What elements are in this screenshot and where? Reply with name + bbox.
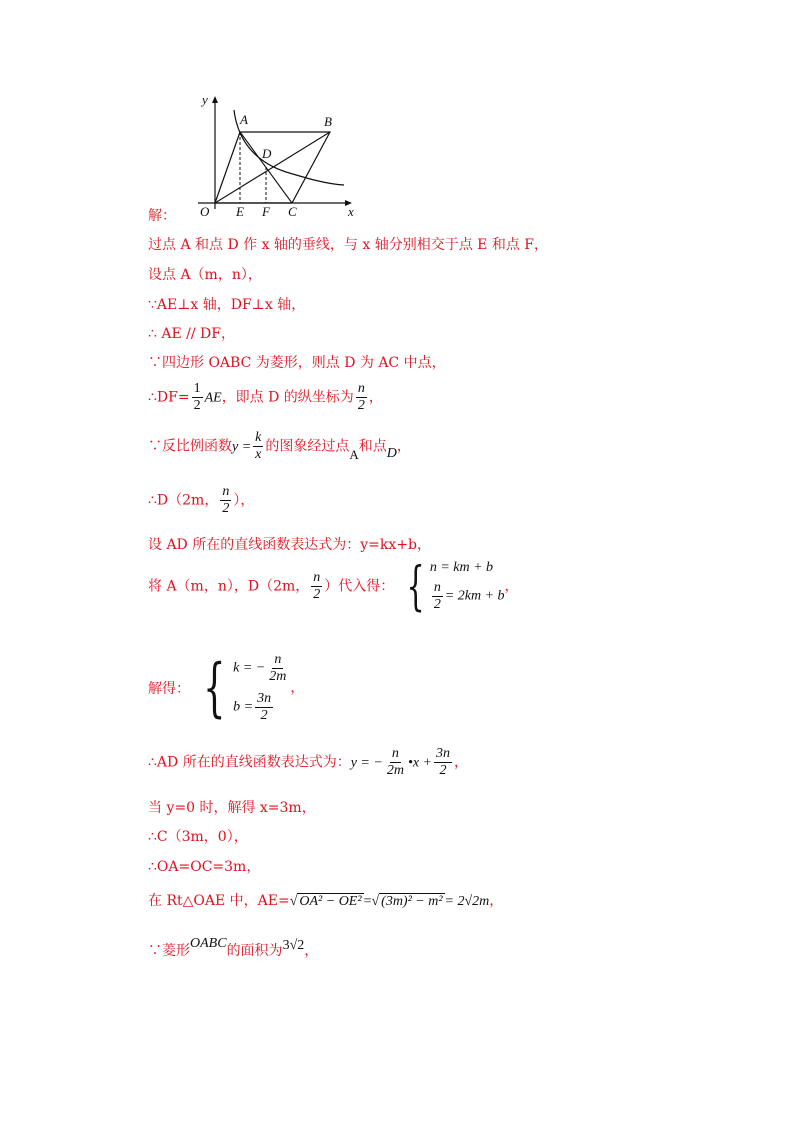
- y-axis-arrow: [212, 96, 218, 103]
- line8-prefix: ∵反比例函数: [148, 438, 232, 455]
- fraction-3n-over-2: $\frac{3n}{2}$: [436, 746, 450, 778]
- solution-line-15: ∴C（3m，0），: [148, 829, 248, 845]
- fraction-one-half: $\frac{1}{2}$: [193, 381, 201, 413]
- solution-line-3: 设点 A（m，n），: [148, 267, 262, 283]
- solution-line-18: [148, 936, 319, 960]
- solution-line-9: [148, 484, 254, 517]
- fraction-n-over-2-b: $\frac{n}{2}$: [222, 484, 230, 516]
- line17-end: ，: [489, 893, 504, 909]
- solution-line-8: [148, 430, 411, 463]
- radical-2: √ (3m)² − m²: [371, 894, 443, 909]
- line8-point-a: A: [349, 446, 359, 462]
- line18-mid: 的面积为: [226, 943, 283, 959]
- line7-mid: ，即点 D 的纵坐标为: [221, 389, 354, 406]
- solution-line-14: 当 y=0 时，解得 x=3m，: [148, 800, 316, 816]
- line8-point-d: D: [386, 445, 397, 461]
- line8-eq: y =: [232, 439, 252, 455]
- rhombus-hyperbola-figure: [176, 92, 366, 227]
- solution-line-4: ∵AE⊥x 轴，DF⊥x 轴，: [148, 297, 306, 313]
- label-c: C: [288, 204, 297, 219]
- label-e: E: [236, 204, 244, 219]
- solution-line-2: 过点 A 和点 D 作 x 轴的垂线，与 x 轴分别相交于点 E 和点 F，: [148, 237, 549, 253]
- line13-prefix: ∴AD 所在的直线函数表达式为：: [148, 754, 351, 771]
- line18-area: 3√2: [282, 938, 305, 953]
- line7-prefix: ∴DF=: [148, 389, 190, 406]
- line11-end: ，: [504, 578, 519, 595]
- label-b: B: [324, 114, 332, 129]
- equation-system-2: { k = − $\frac{n}{2m}$ b = $\frac{3n}{2}$: [194, 652, 290, 724]
- line9-prefix: ∴D（2m，: [148, 492, 219, 509]
- solution-line-10: 设 AD 所在的直线函数表达式为：y=kx+b，: [148, 537, 431, 553]
- label-x: x: [348, 204, 354, 219]
- solution-line-11: [148, 556, 519, 617]
- system1-eq1: n = km + b: [429, 560, 494, 575]
- system2-eq1: k = − $\frac{n}{2m}$: [233, 652, 287, 684]
- solution-line-16: ∴OA=OC=3m，: [148, 859, 261, 875]
- solution-line-12: [148, 652, 304, 724]
- line12-prefix: 解得：: [148, 681, 190, 697]
- line11-prefix: 将 A（m，n），D（2m， $\frac{n}{2}$ ）代入得：: [148, 570, 395, 602]
- label-f: F: [262, 204, 270, 219]
- line12-end: ，: [290, 680, 305, 696]
- system1-eq2: $\frac{n}{2}$ = 2km + b: [433, 580, 505, 612]
- fraction-n-over-2m: $\frac{n}{2m}$: [386, 746, 404, 778]
- line13-eq: y = −: [350, 755, 383, 771]
- label-y: y: [202, 92, 208, 107]
- line7-end: ，: [368, 389, 383, 406]
- line17-prefix: 在 Rt△OAE 中，AE=: [148, 893, 290, 909]
- solution-line-17: [148, 890, 503, 910]
- line13-mid: •x +: [407, 755, 432, 771]
- solution-line-6: ∵四边形 OABC 为菱形，则点 D 为 AC 中点，: [148, 355, 446, 371]
- line8-mid: 的图象经过点: [265, 438, 350, 455]
- line7-ae: AE: [204, 390, 222, 406]
- line18-prefix: ∵菱形: [148, 943, 190, 959]
- label-d: D: [262, 146, 272, 161]
- radical-1: √ OA² − OE²: [289, 894, 362, 909]
- solution-heading: 解：: [148, 208, 176, 224]
- line18-oabc: OABC: [190, 936, 227, 951]
- equation-system-1: { n = km + b $\frac{n}{2}$ = 2km + b: [406, 556, 505, 617]
- label-o: O: [200, 204, 210, 219]
- line9-end: ），: [233, 492, 255, 509]
- line8-and: 和点: [358, 438, 387, 455]
- fraction-n-over-2-c: $\frac{n}{2}$: [313, 570, 321, 602]
- diagonal-oa-b: [215, 132, 330, 203]
- system2-eq2: b = $\frac{3n}{2}$: [233, 691, 272, 723]
- label-a: A: [240, 112, 248, 127]
- line13-end: ，: [454, 754, 468, 771]
- solution-line-13: [148, 746, 468, 779]
- solution-line-5: ∴ AE // DF，: [148, 326, 235, 342]
- fraction-k-over-x: $\frac{k}{x}$: [255, 430, 262, 462]
- line17-result: = 2√2m: [444, 894, 490, 909]
- solution-line-7: [148, 381, 383, 414]
- line17-eq: =: [363, 894, 372, 909]
- line8-end: ，: [396, 438, 411, 455]
- fraction-n-over-2: $\frac{n}{2}$: [357, 381, 365, 413]
- line18-end: ，: [304, 943, 319, 959]
